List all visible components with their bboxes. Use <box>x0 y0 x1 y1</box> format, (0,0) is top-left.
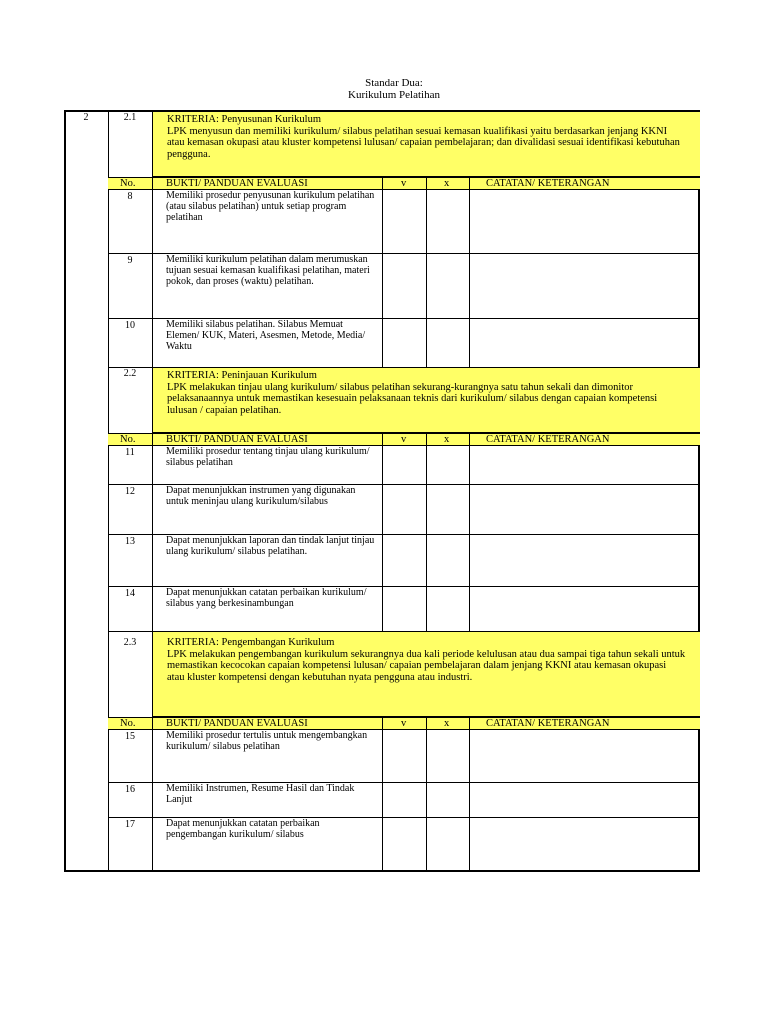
table-row <box>108 319 700 368</box>
column-divider <box>469 177 470 368</box>
header-v: v <box>401 178 407 189</box>
table-row <box>108 587 700 632</box>
kriteria-title: KRITERIA: Pengembangan Kurikulum <box>167 637 335 648</box>
header-bukti: BUKTI/ PANDUAN EVALUASI <box>166 178 308 189</box>
table-row <box>108 485 700 535</box>
section-number: 2.2 <box>123 368 137 379</box>
header-x: x <box>444 434 450 445</box>
table-row <box>108 783 700 818</box>
row-number: 9 <box>127 255 133 266</box>
table-row <box>108 730 700 783</box>
row-number: 10 <box>125 320 135 331</box>
table-row <box>108 190 700 254</box>
row-number: 12 <box>125 486 135 497</box>
row-number: 14 <box>125 588 135 599</box>
header-catatan: CATATAN/ KETERANGAN <box>486 434 610 445</box>
section-number: 2.1 <box>123 112 137 123</box>
row-number: 8 <box>127 191 133 202</box>
table-header <box>108 177 700 190</box>
standard-number: 2 <box>83 112 89 123</box>
column-divider <box>426 717 427 870</box>
row-text: Memiliki prosedur tentang tinjau ulang kurikulum/ silabus pelatihan <box>166 446 370 468</box>
header-v: v <box>401 718 407 729</box>
row-text: Dapat menunjukkan instrumen yang digunakan untuk meninjau ulang kurikulum/silabus <box>166 485 356 507</box>
header-no: No. <box>120 178 136 189</box>
kriteria-box <box>152 632 700 717</box>
row-number: 15 <box>125 731 135 742</box>
row-text: Memiliki kurikulum pelatihan dalam merumuskan tujuan sesuai kemasan kualifikasi pelatihan, materi pokok, dan proses (waktu) pelatihan. <box>166 254 370 287</box>
row-text: Memiliki prosedur penyusunan kurikulum pelatihan (atau silabus pelatihan) untuk setiap program pelatihan <box>166 190 375 223</box>
kriteria-desc: LPK melakukan pengembangan kurikulum sekurangnya dua kali periode kelulusan atau dua sampai tiga tahun sekali untuk memastikan kecocokan capaian kompetensi lulusan/ capaian pembelajaran dalam jenjang KKNI atau kemasan okupasi atau kluster kompetensi dengan kebutuhan nyata pengguna atau industri. <box>167 648 686 683</box>
row-text: Dapat menunjukkan catatan perbaikan pengembangan kurikulum/ silabus <box>166 818 320 840</box>
column-divider <box>152 112 153 870</box>
header-bukti: BUKTI/ PANDUAN EVALUASI <box>166 434 308 445</box>
table-row <box>108 818 700 870</box>
section-2-3 <box>108 632 700 870</box>
row-number: 11 <box>125 447 135 458</box>
kriteria-desc: LPK menyusun dan memiliki kurikulum/ silabus pelatihan sesuai kemasan kualifikasi yaitu berdasarkan jenjang KKNI atau kemasan okupasi atau kluster kompetensi lulusan/ capaian pembelajaran; dan divalidasi sesuai identifikasi kebutuhan pengguna. <box>167 125 680 160</box>
row-number: 16 <box>125 784 135 795</box>
kriteria-title: KRITERIA: Peninjauan Kurikulum <box>167 370 317 381</box>
table-row <box>108 254 700 319</box>
row-text: Memiliki silabus pelatihan. Silabus Memuat Elemen/ KUK, Materi, Asesmen, Metode, Media/ Waktu <box>166 319 366 352</box>
table-header <box>108 717 700 730</box>
header-bukti: BUKTI/ PANDUAN EVALUASI <box>166 718 308 729</box>
table-row <box>108 535 700 587</box>
page-title <box>0 77 768 101</box>
column-divider <box>426 177 427 368</box>
section-2-1 <box>108 112 700 368</box>
table-header <box>108 433 700 446</box>
title-line-1: Standar Dua: <box>365 77 423 89</box>
header-x: x <box>444 178 450 189</box>
column-divider <box>382 717 383 870</box>
row-number: 13 <box>125 536 135 547</box>
kriteria-title: KRITERIA: Penyusunan Kurikulum <box>167 114 321 125</box>
header-catatan: CATATAN/ KETERANGAN <box>486 178 610 189</box>
header-catatan: CATATAN/ KETERANGAN <box>486 718 610 729</box>
kriteria-desc: LPK melakukan tinjau ulang kurikulum/ silabus pelatihan sekurang-kurangnya satu tahun sekali dan dimonitor pelaksanaannya untuk memastikan kesesuain pelaksanaan teknis dari kurikulum/ silabus dengan capaian kompetensi lulusan / capaian pelatihan. <box>167 381 658 416</box>
column-divider <box>469 717 470 870</box>
row-text: Dapat menunjukkan laporan dan tindak lanjut tinjau ulang kurikulum/ silabus pelatihan. <box>166 535 375 557</box>
row-text: Dapat menunjukkan catatan perbaikan kurikulum/ silabus yang berkesinambungan <box>166 587 367 609</box>
column-divider <box>426 433 427 632</box>
header-v: v <box>401 434 407 445</box>
kriteria-box <box>152 112 700 177</box>
row-text: Memiliki Instrumen, Resume Hasil dan Tindak Lanjut <box>166 783 355 805</box>
row-number: 17 <box>125 819 135 830</box>
column-divider <box>382 433 383 632</box>
row-text: Memiliki prosedur tertulis untuk mengembangkan kurikulum/ silabus pelatihan <box>166 730 368 752</box>
section-2-2 <box>108 368 700 632</box>
column-divider <box>469 433 470 632</box>
header-no: No. <box>120 434 136 445</box>
header-x: x <box>444 718 450 729</box>
column-divider <box>382 177 383 368</box>
title-line-2: Kurikulum Pelatihan <box>348 89 440 101</box>
kriteria-box <box>152 368 700 433</box>
table-row <box>108 446 700 485</box>
section-number: 2.3 <box>123 637 137 648</box>
header-no: No. <box>120 718 136 729</box>
